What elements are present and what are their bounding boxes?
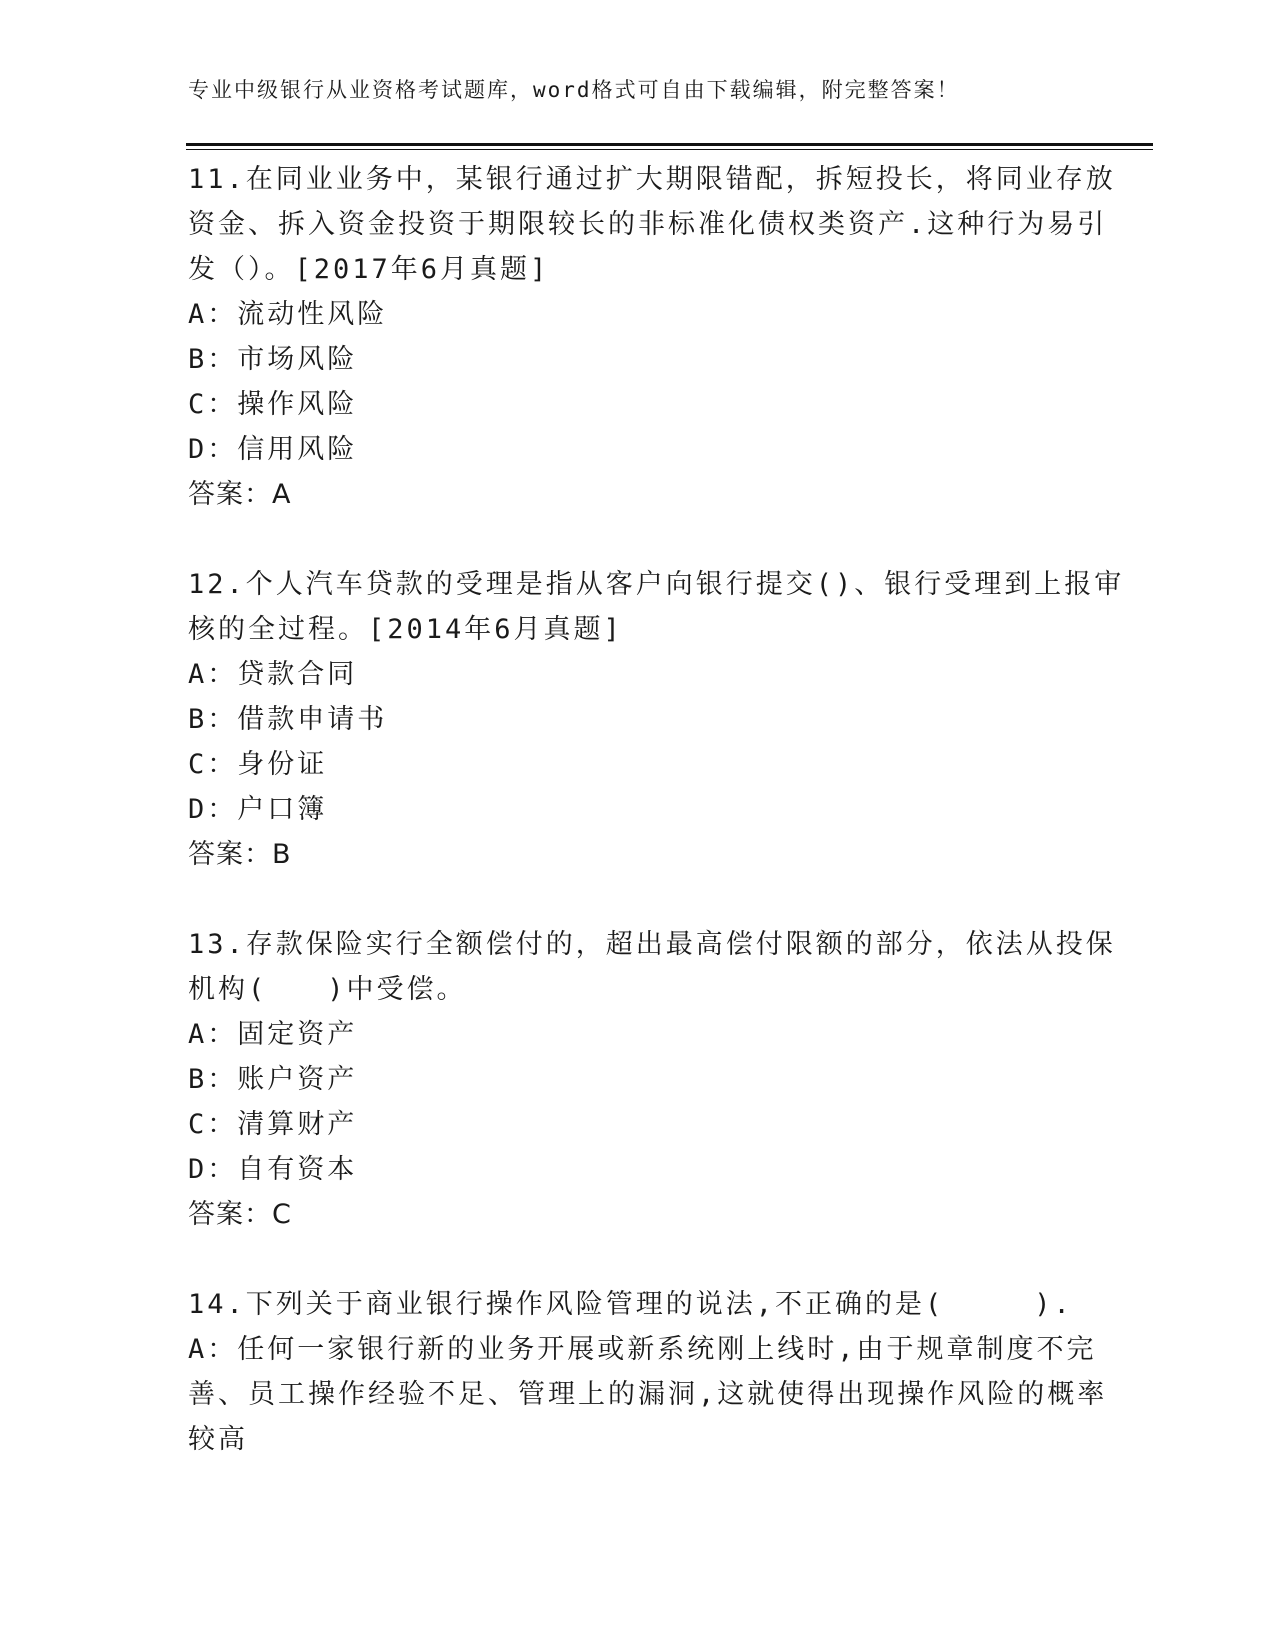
option-a: A：贷款合同 (188, 659, 358, 690)
option-d: D：自有资本 (188, 1154, 358, 1185)
question-stem: 12.个人汽车贷款的受理是指从客户向银行提交()、银行受理到上报审 (188, 569, 1125, 600)
option-b: B：借款申请书 (188, 704, 388, 735)
answer-label: 答案：B (188, 839, 292, 870)
question-14 (188, 1282, 1108, 1462)
option-b: B：账户资产 (188, 1064, 358, 1095)
option-d: D：信用风险 (188, 434, 358, 465)
question-stem: 13.存款保险实行全额偿付的，超出最高偿付限额的部分，依法从投保 (188, 929, 1116, 960)
question-stem: 发（）。[2017年6月真题] (188, 254, 550, 285)
answer-label: 答案：C (188, 1199, 292, 1230)
question-11 (188, 157, 1116, 517)
header-rule-thick (186, 143, 1153, 146)
answer-label: 答案：A (188, 479, 292, 510)
option-d: D：户口簿 (188, 794, 328, 825)
option-b: B：市场风险 (188, 344, 358, 375)
question-stem: 11.在同业业务中，某银行通过扩大期限错配，拆短投长，将同业存放 (188, 164, 1116, 195)
question-list (188, 157, 1125, 1507)
option-c: C：清算财产 (188, 1109, 358, 1140)
page-header: 专业中级银行从业资格考试题库，word格式可自由下载编辑，附完整答案！ (188, 78, 960, 102)
option-a: A：固定资产 (188, 1019, 358, 1050)
question-stem: 资金、拆入资金投资于期限较长的非标准化债权类资产.这种行为易引 (188, 209, 1108, 240)
header-rule-thin (186, 149, 1153, 150)
option-a-continued: 善、员工操作经验不足、管理上的漏洞,这就使得出现操作风险的概率 (188, 1379, 1108, 1410)
option-c: C：操作风险 (188, 389, 358, 420)
option-c: C：身份证 (188, 749, 328, 780)
question-12 (188, 562, 1125, 877)
option-a: A：流动性风险 (188, 299, 388, 330)
question-stem: 机构( )中受偿。 (188, 974, 467, 1005)
question-stem: 14.下列关于商业银行操作风险管理的说法,不正确的是( ). (188, 1289, 1073, 1320)
option-a-continued: 较高 (188, 1424, 248, 1455)
option-a: A：任何一家银行新的业务开展或新系统刚上线时,由于规章制度不完 (188, 1334, 1097, 1365)
question-stem: 核的全过程。[2014年6月真题] (188, 614, 623, 645)
question-13 (188, 922, 1116, 1237)
